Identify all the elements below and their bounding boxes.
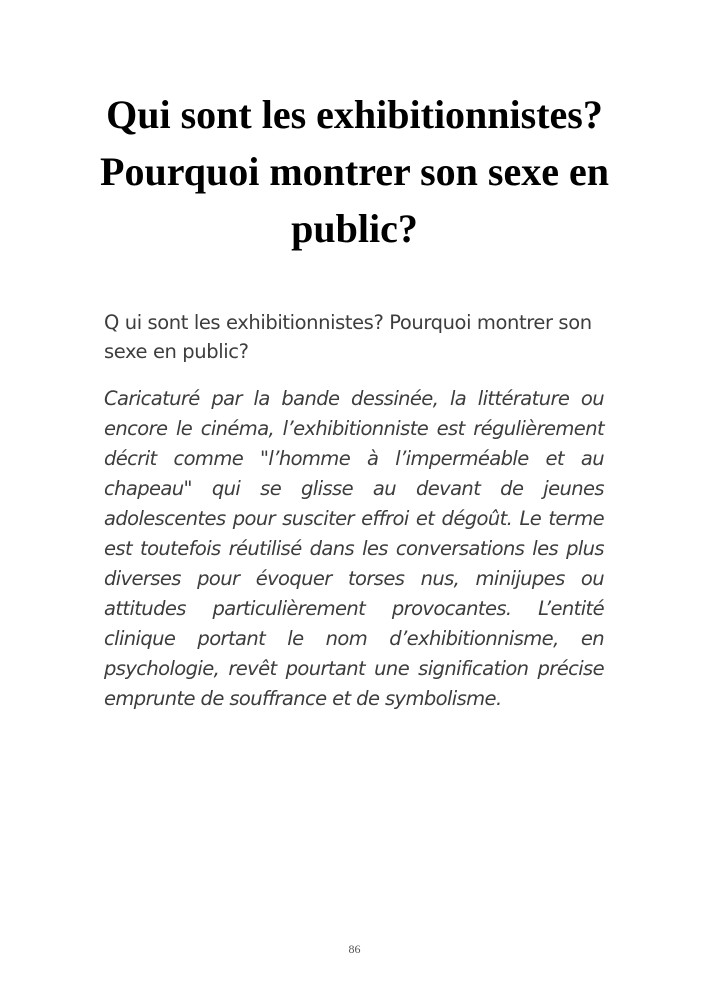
body-paragraph: Caricaturé par la bande dessinée, la littérature ou encore le cinéma, l’exhibitionniste est régulièrement décrit comme "l’homme à l’imperméable et au chapeau" qui se glisse au devant de jeunes adolescentes pour susciter effroi et dégoût. Le terme est toutefois réutilisé dans les conversations les plus diverses pour évoquer torses nus, minijupes ou attitudes particulièrement provocantes. L’entité clinique portant le nom d’exhibitionnisme, en psychologie, revêt pourtant une signification précise emprunte de souffrance et de symbolisme. bbox=[104, 387, 604, 710]
page-subtitle: Q ui sont les exhibitionnistes? Pourquoi montrer son sexe en public? bbox=[104, 311, 592, 363]
page-title: Qui sont les exhibitionnistes? Pourquoi montrer son sexe en public? bbox=[100, 92, 609, 251]
page-number: 86 bbox=[348, 942, 361, 956]
